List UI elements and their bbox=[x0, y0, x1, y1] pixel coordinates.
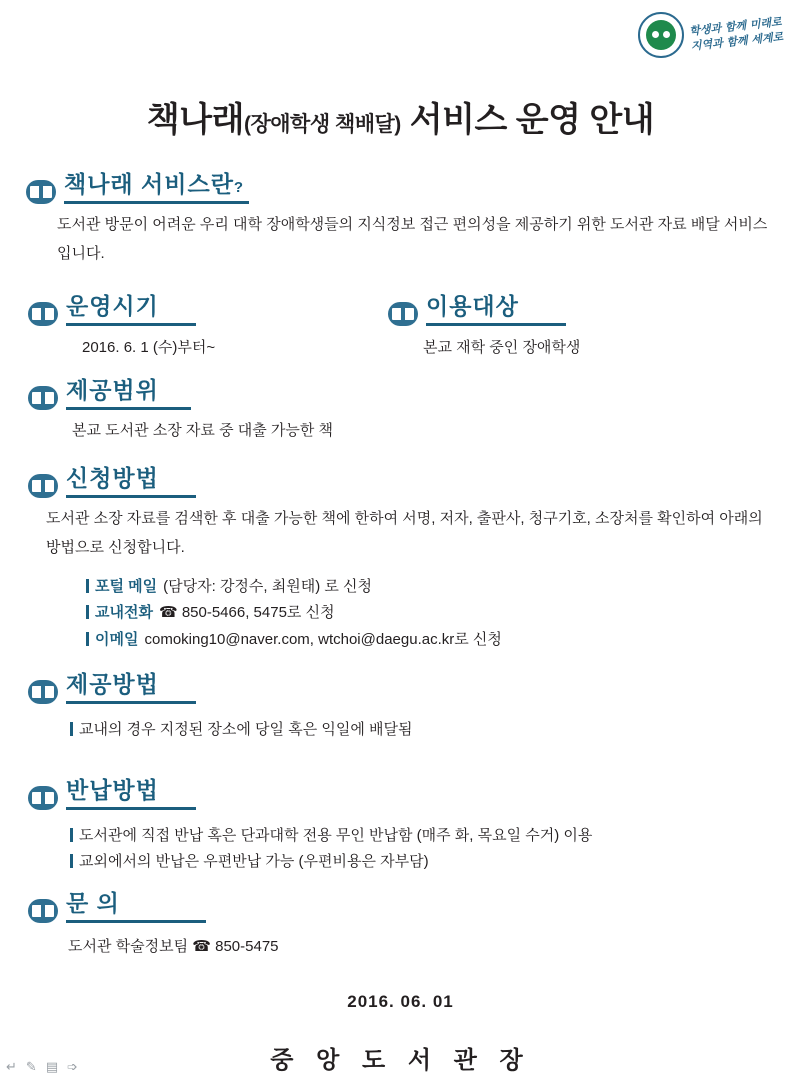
bullet-bar-icon bbox=[86, 579, 89, 593]
section-title: 문 의 bbox=[66, 890, 120, 916]
title-main-1: 책나래 bbox=[146, 101, 244, 139]
book-icon bbox=[28, 302, 58, 326]
forward-icon[interactable]: ➩ bbox=[67, 1059, 79, 1074]
pen-icon[interactable]: ✎ bbox=[25, 1059, 37, 1074]
section-target bbox=[388, 288, 566, 330]
list-item bbox=[70, 823, 592, 849]
book-icon bbox=[388, 302, 418, 326]
section-heading-apply bbox=[28, 460, 196, 502]
section-apply bbox=[28, 460, 196, 502]
book-icon bbox=[28, 786, 58, 810]
title-paren: (장애학생 책배달) bbox=[243, 113, 401, 136]
list-item bbox=[70, 849, 592, 875]
bullet-bar-icon bbox=[70, 722, 73, 736]
bottom-toolbar[interactable] bbox=[6, 1060, 78, 1073]
back-icon[interactable]: ↵ bbox=[6, 1059, 17, 1074]
bullet-bar-icon bbox=[70, 854, 73, 868]
service-definition-text: 도서관 방문이 어려운 우리 대학 장애학생들의 지식정보 접근 편의성을 제공하기 위한 도서관 자료 배달 서비스입니다. bbox=[57, 216, 768, 263]
section-heading-scope bbox=[28, 372, 191, 414]
section-title: 제공범위 bbox=[66, 377, 159, 403]
university-slogan: 학생과 함께 미래로 지역과 함께 세계로 bbox=[689, 15, 785, 53]
bullet-text: 도서관에 직접 반납 혹은 단과대학 전용 무인 반납함 (매주 화, 목요일 수거) 이용 bbox=[79, 827, 593, 844]
issue-date: 2016. 06. 01 bbox=[347, 992, 454, 1011]
section-heading-contact bbox=[28, 885, 206, 927]
section-period bbox=[28, 288, 196, 330]
bullet-text: ☎ 850-5466, 5475로 신청 bbox=[158, 604, 335, 622]
university-emblem-icon bbox=[638, 12, 684, 58]
bullet-bar-icon bbox=[86, 605, 89, 619]
list-item bbox=[70, 717, 412, 743]
section-heading-period bbox=[28, 288, 196, 330]
section-scope bbox=[28, 372, 191, 414]
bullet-text: (담당자: 강정수, 최원태) 로 신청 bbox=[163, 578, 373, 595]
section-return bbox=[28, 772, 196, 814]
book-icon bbox=[28, 899, 58, 923]
section-heading-target bbox=[388, 288, 566, 330]
section-title: 제공방법 bbox=[66, 671, 159, 697]
university-logo bbox=[638, 12, 783, 58]
list-item bbox=[86, 574, 502, 600]
section-delivery bbox=[28, 666, 196, 708]
section-title: 이용대상 bbox=[426, 293, 519, 319]
period-text: 2016. 6. 1 (수)부터~ bbox=[82, 339, 216, 356]
apply-bullet-list bbox=[86, 574, 502, 653]
title-main-2: 서비스 운영 안내 bbox=[409, 101, 655, 139]
section-service-definition bbox=[26, 166, 249, 208]
book-icon bbox=[28, 680, 58, 704]
section-title: 운영시기 bbox=[66, 293, 159, 319]
target-text: 본교 재학 중인 장애학생 bbox=[423, 339, 581, 356]
list-icon[interactable]: ▤ bbox=[45, 1059, 59, 1074]
bullet-label: 이메일 bbox=[95, 630, 139, 648]
bullet-label: 교내전화 bbox=[95, 604, 153, 622]
section-title: 신청방법 bbox=[66, 465, 159, 491]
apply-text: 도서관 소장 자료를 검색한 후 대출 가능한 책에 한하여 서명, 저자, 출판사, 청구기호, 소장처를 확인하여 아래의 방법으로 신청합니다. bbox=[46, 510, 763, 557]
page-title bbox=[0, 92, 801, 141]
list-item bbox=[86, 627, 502, 653]
book-icon bbox=[26, 180, 56, 204]
bullet-label: 포털 메일 bbox=[95, 578, 158, 595]
section-heading-return bbox=[28, 772, 196, 814]
section-contact bbox=[28, 885, 206, 927]
bullet-bar-icon bbox=[70, 828, 73, 842]
contact-text: 도서관 학술정보팀 ☎ 850-5475 bbox=[68, 938, 279, 955]
bullet-bar-icon bbox=[86, 632, 89, 646]
section-title: 책나래 서비스란? bbox=[64, 171, 245, 197]
book-icon bbox=[28, 474, 58, 498]
delivery-bullet-list bbox=[70, 717, 412, 743]
section-title: 반납방법 bbox=[66, 777, 159, 803]
scope-text: 본교 도서관 소장 자료 중 대출 가능한 책 bbox=[72, 422, 334, 439]
bullet-text: comoking10@naver.com, wtchoi@daegu.ac.kr로 신청 bbox=[144, 630, 502, 648]
list-item bbox=[86, 600, 502, 626]
return-bullet-list bbox=[70, 823, 592, 876]
section-heading-delivery bbox=[28, 666, 196, 708]
bullet-text: 교외에서의 반납은 우편반납 가능 (우편비용은 자부담) bbox=[79, 853, 429, 871]
book-icon bbox=[28, 386, 58, 410]
signature-line: 중 앙 도 서 관 장 bbox=[270, 1047, 531, 1074]
bullet-text: 교내의 경우 지정된 장소에 당일 혹은 익일에 배달됨 bbox=[79, 721, 413, 738]
section-heading-service-definition bbox=[26, 166, 249, 208]
